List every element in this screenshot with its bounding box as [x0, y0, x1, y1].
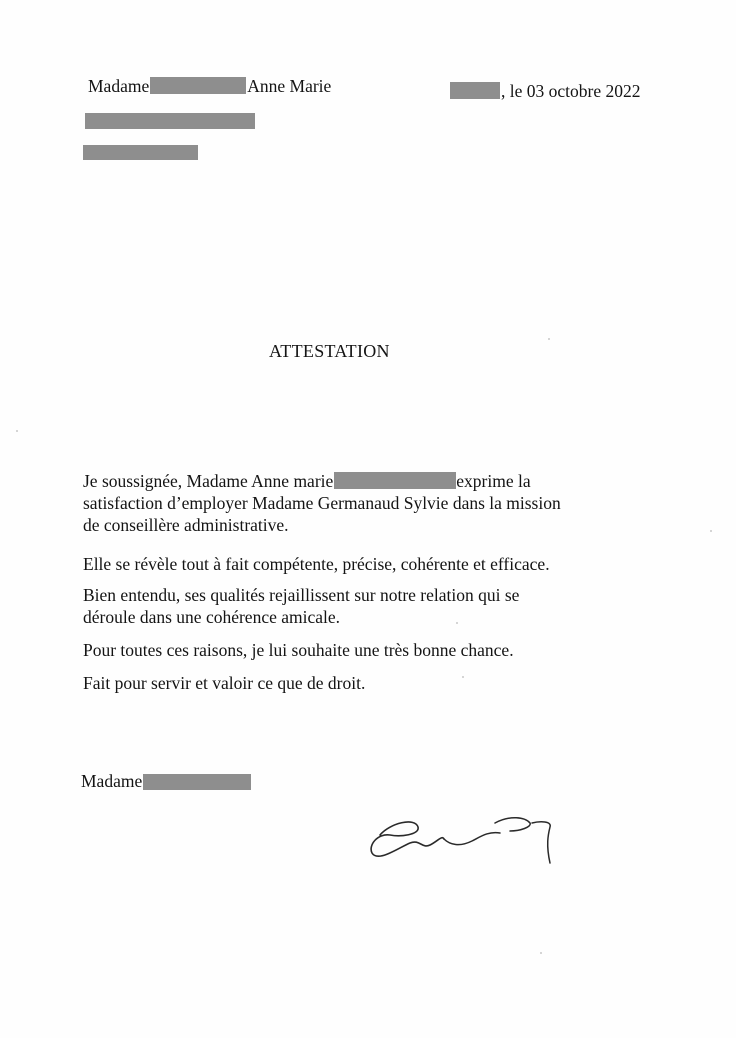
redacted-closing-name — [143, 774, 251, 790]
paragraph-3 — [83, 584, 519, 628]
redacted-surname-body — [334, 472, 456, 489]
scan-speck — [16, 430, 18, 432]
sender-title: Madame — [88, 76, 150, 96]
paragraph-1 — [83, 470, 561, 536]
redacted-surname — [150, 77, 246, 94]
date-text: , le 03 octobre 2022 — [501, 81, 641, 101]
scan-speck — [548, 338, 550, 340]
paragraph-1-line-1 — [83, 470, 561, 492]
document-title: ATTESTATION — [269, 341, 390, 361]
closing-title: Madame — [81, 771, 143, 791]
redacted-city — [450, 82, 500, 99]
redacted-address-line-2 — [83, 145, 198, 160]
redacted-address-line-1 — [85, 113, 255, 129]
sender-first-name: Anne Marie — [247, 76, 332, 96]
paragraph-1-line-3: de conseillère administrative. — [83, 515, 289, 535]
date-line — [450, 80, 640, 102]
closing-signature-name — [81, 770, 251, 792]
p1-line1-end: exprime la — [456, 471, 531, 491]
paragraph-1-line-2: satisfaction d’employer Madame Germanaud Sylvie dans la mission — [83, 493, 561, 513]
p1-line1-start: Je soussignée, Madame Anne marie — [83, 471, 334, 491]
scan-speck — [456, 622, 458, 624]
scan-speck — [462, 676, 464, 678]
scan-speck — [540, 952, 542, 954]
paragraph-4: Pour toutes ces raisons, je lui souhaite une très bonne chance. — [83, 640, 514, 660]
sender-name — [88, 75, 331, 97]
paragraph-5: Fait pour servir et valoir ce que de droit. — [83, 673, 366, 693]
paragraph-3-line-2: déroule dans une cohérence amicale. — [83, 607, 341, 627]
scan-speck — [710, 530, 712, 532]
handwritten-signature — [360, 805, 570, 875]
paragraph-3-line-1: Bien entendu, ses qualités rejaillissent sur notre relation qui se — [83, 585, 520, 605]
paragraph-2: Elle se révèle tout à fait compétente, précise, cohérente et efficace. — [83, 554, 550, 574]
